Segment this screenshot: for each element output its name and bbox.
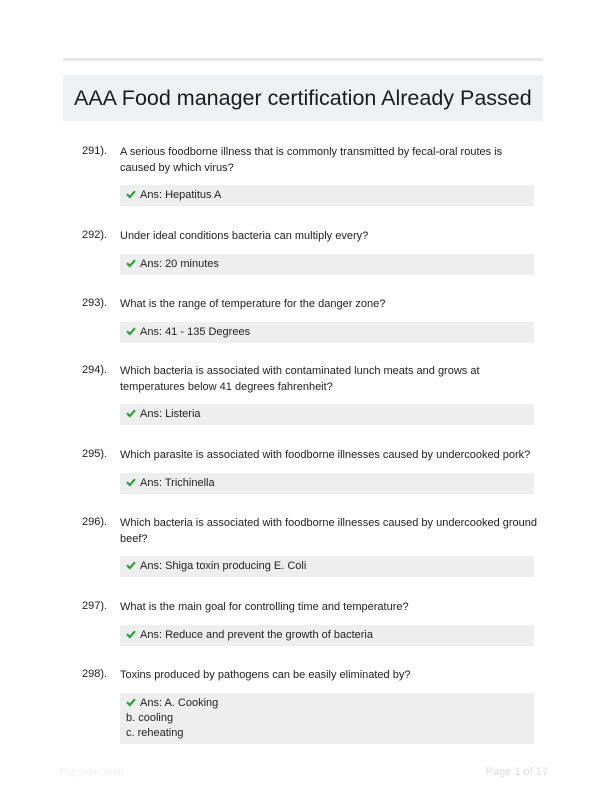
question-number: 291). bbox=[82, 145, 108, 157]
question-item bbox=[82, 448, 542, 494]
check-icon bbox=[126, 258, 136, 268]
question-item bbox=[82, 668, 542, 744]
check-icon bbox=[126, 629, 136, 639]
answer-box bbox=[120, 254, 534, 275]
question-item bbox=[82, 516, 542, 577]
question-number: 295). bbox=[82, 448, 108, 460]
page-title: AAA Food manager certification Already Passed bbox=[74, 85, 532, 110]
answer-option: b. cooling bbox=[126, 711, 174, 724]
question-item bbox=[82, 229, 542, 275]
footer-watermark: Paperdoc.com bbox=[59, 767, 124, 778]
question-text: What is the range of temperature for the danger zone? bbox=[120, 298, 386, 310]
answer-text: Ans: Shiga toxin producing E. Coli bbox=[140, 560, 307, 572]
answer-box bbox=[120, 693, 534, 744]
answer-text: Ans: 41 - 135 Degrees bbox=[140, 325, 251, 338]
answer-text: Ans: Trichinella bbox=[140, 476, 215, 489]
question-item bbox=[82, 600, 542, 646]
question-item bbox=[82, 297, 542, 343]
answer-option: c. reheating bbox=[126, 726, 184, 739]
question-number: 296). bbox=[82, 516, 108, 528]
question-number: 294). bbox=[82, 364, 108, 376]
question-number: 298). bbox=[82, 668, 108, 680]
question-text: What is the main goal for controlling time and temperature? bbox=[120, 601, 409, 613]
question-text: Which parasite is associated with foodborne illnesses caused by undercooked pork? bbox=[120, 449, 531, 461]
check-icon bbox=[126, 326, 136, 336]
answer-box bbox=[120, 404, 534, 425]
check-icon bbox=[126, 697, 136, 707]
check-icon bbox=[126, 408, 136, 418]
question-item bbox=[82, 145, 542, 206]
check-icon bbox=[126, 189, 136, 199]
answer-text: Ans: A. Cooking bbox=[140, 696, 219, 709]
check-icon bbox=[126, 560, 136, 570]
answer-text: Ans: Hepatitus A bbox=[140, 189, 222, 201]
question-text: Toxins produced by pathogens can be easily eliminated by? bbox=[120, 669, 411, 681]
question-text: Under ideal conditions bacteria can multiply every? bbox=[120, 230, 369, 242]
check-icon bbox=[126, 477, 136, 487]
question-text: Which bacteria is associated with foodborne illnesses caused by undercooked ground beef? bbox=[120, 517, 538, 545]
answer-text: Ans: Reduce and prevent the growth of bacteria bbox=[140, 628, 373, 641]
answer-text: Ans: 20 minutes bbox=[140, 257, 219, 270]
answer-box bbox=[120, 473, 534, 494]
page-indicator: Page 1 of 17 bbox=[485, 766, 548, 778]
question-number: 297). bbox=[82, 600, 108, 612]
title-banner bbox=[63, 75, 543, 121]
question-text: Which bacteria is associated with contaminated lunch meats and grows at temperatures below 41 degrees fahrenheit? bbox=[120, 365, 480, 393]
top-divider bbox=[63, 58, 543, 61]
question-text: A serious foodborne illness that is commonly transmitted by fecal-oral routes is caused by which virus? bbox=[120, 146, 503, 174]
question-number: 292). bbox=[82, 229, 108, 241]
answer-box bbox=[120, 625, 534, 646]
answer-text: Ans: Listeria bbox=[140, 408, 201, 420]
answer-box bbox=[120, 556, 534, 577]
question-item bbox=[82, 364, 542, 425]
answer-box bbox=[120, 185, 534, 206]
question-number: 293). bbox=[82, 297, 108, 309]
answer-box bbox=[120, 322, 534, 343]
